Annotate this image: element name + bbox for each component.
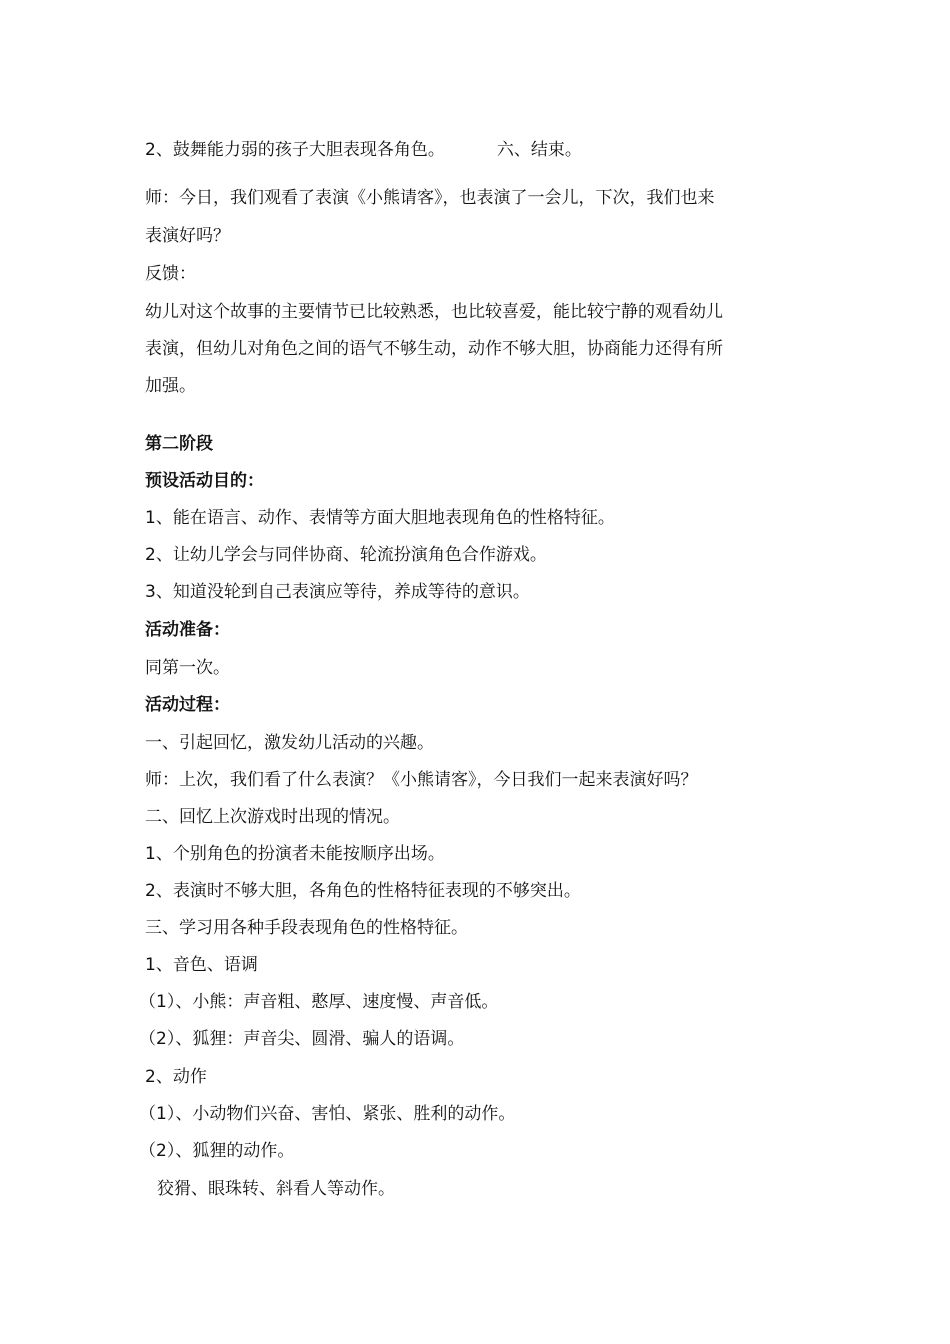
process-step-2: 二、回忆上次游戏时出现的情况。: [145, 807, 400, 827]
process-step-3-item-1-a: （1）、小熊：声音粗、憨厚、速度慢、声音低。: [139, 992, 499, 1012]
process-step-3: 三、学习用各种手段表现角色的性格特征。: [145, 918, 468, 938]
encourage-line: [145, 138, 582, 162]
ending-step-text: 六、结束。: [496, 140, 582, 160]
goals-heading: 预设活动目的：: [145, 471, 264, 491]
goal-item-3: 3、知道没轮到自己表演应等待，养成等待的意识。: [145, 582, 530, 602]
process-step-2-item-1: 1、个别角色的扮演者未能按顺序出场。: [145, 844, 445, 864]
teacher-summary-line-1: 师：今日，我们观看了表演《小熊请客》，也表演了一会儿，下次，我们也来: [145, 188, 715, 208]
document-page: [139, 0, 805, 1344]
process-step-3-item-2-a: （1）、小动物们兴奋、害怕、紧张、胜利的动作。: [139, 1104, 516, 1124]
process-step-1: 一、引起回忆，激发幼儿活动的兴趣。: [145, 733, 434, 753]
process-step-3-item-2-c: 狡猾、眼珠转、斜看人等动作。: [157, 1179, 395, 1199]
process-step-1-teacher: 师：上次，我们看了什么表演？《小熊请客》，今日我们一起来表演好吗？: [145, 770, 698, 790]
feedback-paragraph-line-1: 幼儿对这个故事的主要情节已比较熟悉，也比较喜爱，能比较宁静的观看幼儿: [145, 302, 723, 322]
preparation-text: 同第一次。: [145, 658, 230, 678]
feedback-label: 反馈：: [145, 264, 196, 284]
process-step-3-item-2: 2、动作: [145, 1067, 207, 1087]
goal-item-1: 1、能在语言、动作、表情等方面大胆地表现角色的性格特征。: [145, 508, 615, 528]
teacher-summary-line-2: 表演好吗？: [145, 226, 230, 246]
process-step-2-item-2: 2、表演时不够大胆，各角色的性格特征表现的不够突出。: [145, 881, 581, 901]
encourage-text: 2、鼓舞能力弱的孩子大胆表现各角色。: [145, 140, 445, 160]
preparation-heading: 活动准备：: [145, 620, 230, 640]
process-step-3-item-2-b: （2）、狐狸的动作。: [139, 1141, 295, 1161]
feedback-paragraph-line-2: 表演，但幼儿对角色之间的语气不够生动，动作不够大胆，协商能力还得有所: [145, 339, 723, 359]
section-heading-stage-2: 第二阶段: [145, 434, 213, 454]
process-step-3-item-1-b: （2）、狐狸：声音尖、圆滑、骗人的语调。: [139, 1029, 465, 1049]
goal-item-2: 2、让幼儿学会与同伴协商、轮流扮演角色合作游戏。: [145, 545, 547, 565]
process-step-3-item-1: 1、音色、语调: [145, 955, 258, 975]
feedback-paragraph-line-3: 加强。: [145, 376, 196, 396]
process-heading: 活动过程：: [145, 695, 230, 715]
